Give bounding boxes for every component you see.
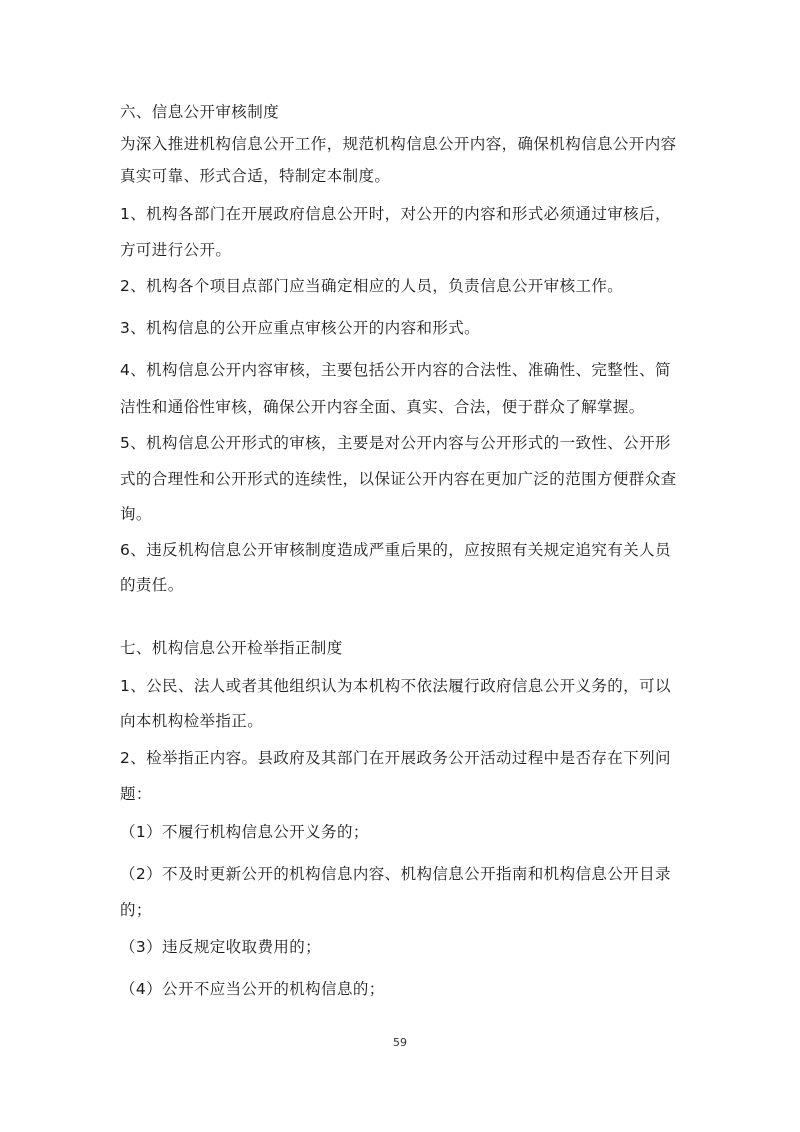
section-6-item-1-line-1: 1、机构各部门在开展政府信息公开时，对公开的内容和形式必须通过审核后， (120, 205, 671, 223)
section-6-item-3: 3、机构信息的公开应重点审核公开的内容和形式。 (120, 319, 481, 337)
section-7-item-1-line-2: 向本机构检举指正。 (120, 712, 264, 730)
section-7-item-2-line-1: 2、检举指正内容。县政府及其部门在开展政务公开活动过程中是否存在下列问 (120, 749, 671, 767)
section-7-sub-item-1: （1）不履行机构信息公开义务的； (120, 823, 369, 841)
section-6-intro-line-2: 真实可靠、形式合适，特制定本制度。 (120, 167, 391, 185)
page-number: 59 (393, 1036, 407, 1049)
section-7-sub-item-3: （3）违反规定收取费用的； (120, 938, 322, 956)
section-6-item-2: 2、机构各个项目点部门应当确定相应的人员，负责信息公开审核工作。 (120, 277, 624, 295)
section-6-item-5-line-1: 5、机构信息公开形式的审核，主要是对公开内容与公开形式的一致性、公开形 (120, 434, 671, 452)
section-7-sub-item-4: （4）公开不应当公开的机构信息的； (120, 980, 385, 998)
section-6-item-4-line-2: 洁性和通俗性审核，确保公开内容全面、真实、合法，便于群众了解掌握。 (120, 398, 645, 416)
section-6-heading: 六、信息公开审核制度 (120, 103, 280, 121)
section-7-heading: 七、机构信息公开检举指正制度 (120, 639, 343, 657)
section-7-sub-item-2-line-2: 的； (120, 901, 152, 919)
section-6-item-6-line-2: 的责任。 (120, 576, 184, 594)
section-6-item-5-line-2: 式的合理性和公开形式的连续性，以保证公开内容在更加广泛的范围方便群众查 (120, 470, 677, 488)
section-6-intro-line-1: 为深入推进机构信息公开工作，规范机构信息公开内容，确保机构信息公开内容 (120, 135, 677, 153)
section-7-sub-item-2-line-1: （2）不及时更新公开的机构信息内容、机构信息公开指南和机构信息公开目录 (120, 865, 671, 883)
section-6-item-6-line-1: 6、违反机构信息公开审核制度造成严重后果的，应按照有关规定追究有关人员 (120, 541, 671, 559)
section-7-item-2-line-2: 题： (120, 785, 152, 803)
section-6-item-1-line-2: 方可进行公开。 (120, 241, 232, 259)
section-6-item-4-line-1: 4、机构信息公开内容审核，主要包括公开内容的合法性、准确性、完整性、简 (120, 361, 671, 379)
section-7-item-1-line-1: 1、公民、法人或者其他组织认为本机构不依法履行政府信息公开义务的，可以 (120, 677, 671, 695)
section-6-item-5-line-3: 询。 (120, 505, 152, 523)
